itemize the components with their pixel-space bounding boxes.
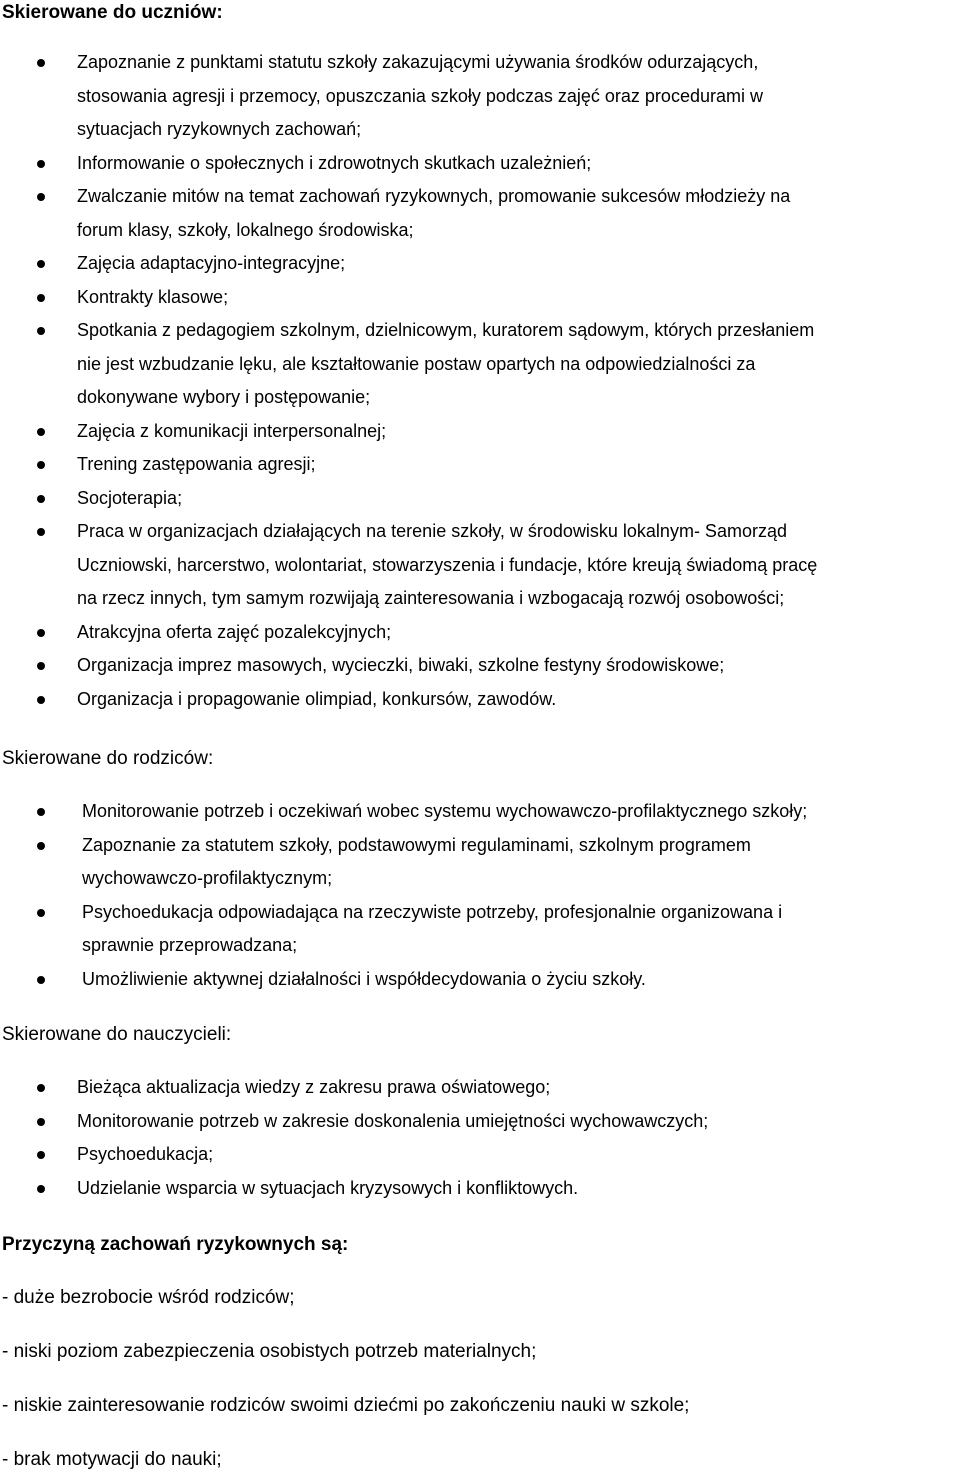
bullet-icon [37,193,45,201]
bullet-icon [37,461,45,469]
list-item-line: nie jest wzbudzanie lęku, ale kształtowanie postaw opartych na odpowiedzialności za [77,353,756,374]
teachers-measures-list [0,1071,960,1205]
list-item-line: dokonywane wybory i postępowanie; [77,387,371,407]
list-item-line: Zapoznanie z punktami statutu szkoły zakazującymi używania środków odurzających, [77,52,759,72]
list-item-line: Zajęcia z komunikacji interpersonalnej; [77,420,387,441]
list-item-line: Bieżąca aktualizacja wiedzy z zakresu prawa oświatowego; [77,1077,551,1097]
bullet-icon [37,1084,45,1092]
list-item-text [0,616,960,650]
list-item [0,829,960,896]
list-item-text [0,415,960,449]
list-item [0,180,960,247]
cause-item: - niski poziom zabezpieczenia osobistych potrzeb materialnych; [2,1341,537,1362]
bullet-icon [37,976,45,984]
list-item [0,683,960,717]
bullet-icon [37,327,45,335]
bullet-icon [37,808,45,816]
list-item-text [0,147,960,181]
list-item-line: Monitorowanie potrzeb w zakresie doskonalenia umiejętności wychowawczych; [77,1110,709,1131]
list-item-line: Uczniowski, harcerstwo, wolontariat, stowarzyszenia i fundacje, które kreują świadomą pracę [77,554,818,575]
list-item-line: Zajęcia adaptacyjno-integracyjne; [77,253,346,273]
section-heading-teachers: Skierowane do nauczycieli: [2,1024,232,1045]
list-item-line: Monitorowanie potrzeb i oczekiwań wobec systemu wychowawczo-profilaktycznego szkoły; [82,801,808,821]
list-item [0,448,960,482]
list-item-text [0,896,960,963]
list-item [0,515,960,616]
list-item-text [0,515,960,616]
bullet-icon [37,1185,45,1193]
list-item-text [0,1105,960,1139]
students-measures-list [0,46,960,716]
bullet-icon [37,662,45,670]
bullet-icon [37,909,45,917]
list-item [0,415,960,449]
list-item-text [0,482,960,516]
list-item-text [0,1138,960,1172]
bullet-icon [37,1118,45,1126]
list-item-line: Informowanie o społecznych i zdrowotnych skutkach uzależnień; [77,152,592,173]
list-item-text [0,963,960,997]
list-item-line: Kontrakty klasowe; [77,286,229,307]
list-item [0,1071,960,1105]
list-item-line: Trening zastępowania agresji; [77,454,316,474]
list-item-line: sprawnie przeprowadzana; [82,935,298,955]
cause-item: - brak motywacji do nauki; [2,1449,222,1470]
list-item-line: Atrakcyjna oferta zajęć pozalekcyjnych; [77,621,392,642]
list-item [0,281,960,315]
list-item-text [0,46,960,147]
list-item-text [0,1071,960,1105]
bullet-icon [37,528,45,536]
section-heading-causes: Przyczyną zachowań ryzykownych są: [2,1234,349,1255]
bullet-icon [37,428,45,436]
list-item-text [0,314,960,415]
bullet-icon [37,1151,45,1159]
bullet-icon [37,629,45,637]
list-item-line: Praca w organizacjach działających na terenie szkoły, w środowisku lokalnym- Samorząd [77,521,787,541]
list-item-text [0,281,960,315]
bullet-icon [37,294,45,302]
list-item [0,247,960,281]
list-item-text [0,1172,960,1206]
list-item-text [0,649,960,683]
cause-item: - duże bezrobocie wśród rodziców; [2,1287,295,1308]
list-item-line: sytuacjach ryzykownych zachowań; [77,119,362,139]
list-item-line: Socjoterapia; [77,487,183,508]
list-item [0,314,960,415]
list-item [0,963,960,997]
list-item-line: Zapoznanie za statutem szkoły, podstawowymi regulaminami, szkolnym programem [82,834,751,855]
list-item-line: forum klasy, szkoły, lokalnego środowiska; [77,219,414,240]
list-item-text [0,180,960,247]
list-item-text [0,683,960,717]
list-item [0,147,960,181]
parents-measures-list [0,795,960,996]
section-heading-students: Skierowane do uczniów: [2,2,223,23]
bullet-icon [37,260,45,268]
bullet-icon [37,696,45,704]
bullet-icon [37,842,45,850]
bullet-icon [37,160,45,168]
list-item-line: Udzielanie wsparcia w sytuacjach kryzysowych i konfliktowych. [77,1177,579,1198]
list-item [0,795,960,829]
list-item-line: wychowawczo-profilaktycznym; [82,868,333,888]
list-item-text [0,829,960,896]
bullet-icon [37,59,45,67]
list-item [0,482,960,516]
section-heading-parents: Skierowane do rodziców: [2,748,214,769]
list-item [0,46,960,147]
list-item-line: Zwalczanie mitów na temat zachowań ryzykownych, promowanie sukcesów młodzieży na [77,186,791,206]
cause-item: - niskie zainteresowanie rodziców swoimi dziećmi po zakończeniu nauki w szkole; [2,1395,690,1416]
list-item-line: stosowania agresji i przemocy, opuszczania szkoły podczas zajęć oraz procedurami w [77,85,763,106]
list-item-line: Umożliwienie aktywnej działalności i współdecydowania o życiu szkoły. [82,968,646,989]
list-item-line: Organizacja i propagowanie olimpiad, konkursów, zawodów. [77,688,557,709]
list-item [0,616,960,650]
list-item [0,1138,960,1172]
list-item-text [0,247,960,281]
list-item-line: Spotkania z pedagogiem szkolnym, dzielnicowym, kuratorem sądowym, których przesłaniem [77,320,815,340]
list-item [0,896,960,963]
list-item-text [0,448,960,482]
list-item [0,649,960,683]
list-item-line: na rzecz innych, tym samym rozwijają zainteresowania i wzbogacają rozwój osobowości; [77,588,785,608]
list-item-line: Psychoedukacja; [77,1144,214,1164]
list-item [0,1172,960,1206]
list-item [0,1105,960,1139]
list-item-line: Organizacja imprez masowych, wycieczki, biwaki, szkolne festyny środowiskowe; [77,655,725,675]
list-item-line: Psychoedukacja odpowiadająca na rzeczywiste potrzeby, profesjonalnie organizowana i [82,901,783,922]
bullet-icon [37,495,45,503]
list-item-text [0,795,960,829]
